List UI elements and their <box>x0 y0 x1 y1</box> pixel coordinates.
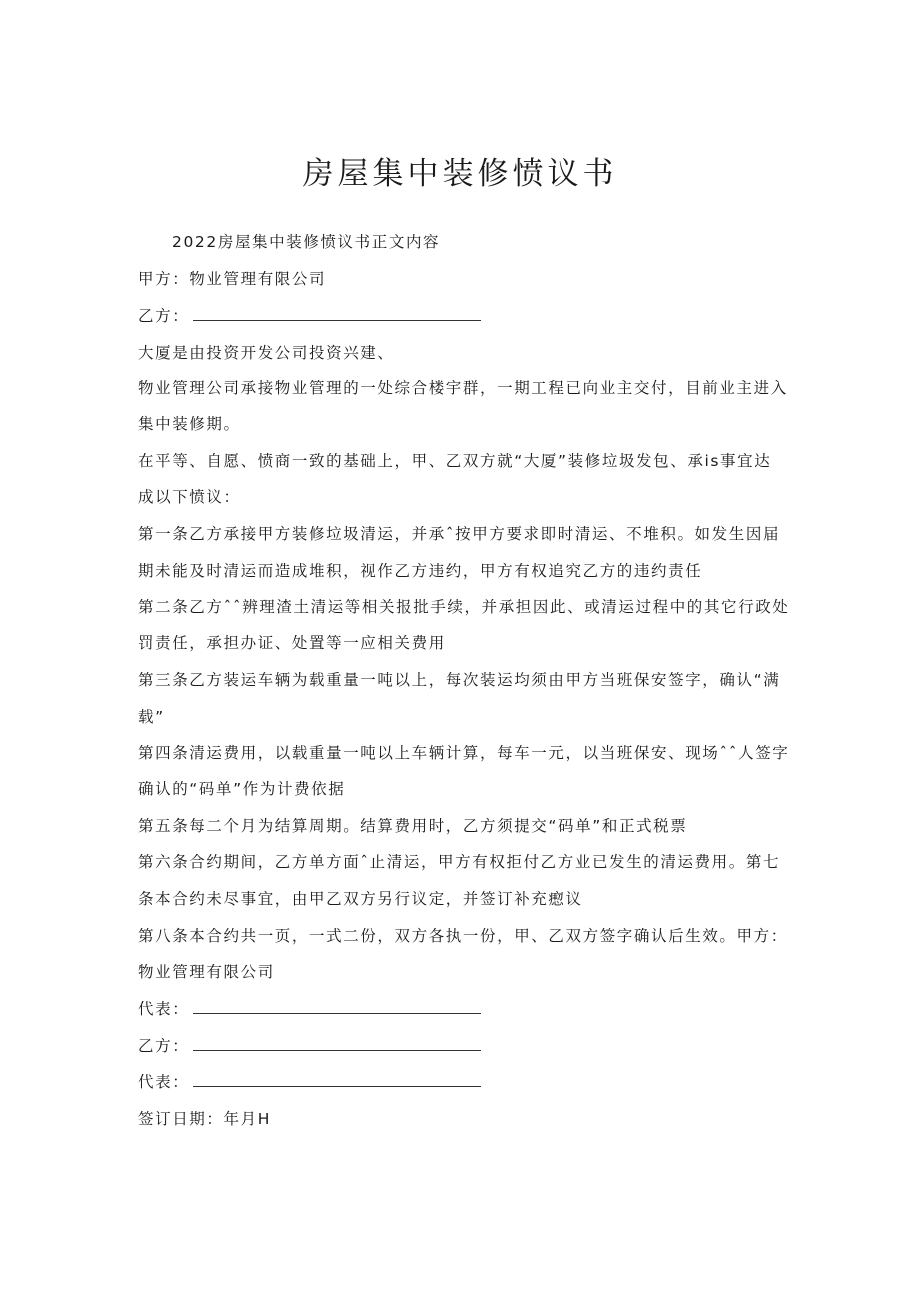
rep-a-blank <box>193 1001 481 1014</box>
paragraph-line: 第四条清运费用，以载重量一吨以上车辆计算，每车一元，以当班保安、现场ˆˆ人签字 <box>138 744 790 762</box>
paragraph-line: 第五条每二个月为结算周期。结算费用时，乙方须提交“码单”和正式税票 <box>138 817 688 835</box>
paragraph-line: 第三条乙方装运车辆为载重量一吨以上，每次装运均须由甲方当班保安签字，确认“满 <box>138 671 781 689</box>
party-b-line <box>138 306 481 326</box>
paragraph-line: 成以下愤议： <box>138 488 241 506</box>
party-b-blank <box>193 308 481 321</box>
party-a-line: 甲方：物业管理有限公司 <box>138 270 327 288</box>
paragraph-line: 确认的“码单”作为计费依据 <box>138 780 346 798</box>
sign-date-line: 签订日期：年月H <box>138 1110 271 1128</box>
rep-b-blank <box>193 1074 481 1087</box>
party-b-sign-blank <box>193 1038 481 1051</box>
paragraph-line: 期未能及时清运而造成堆积，视作乙方违约，甲方有权追究乙方的违约责任 <box>138 562 703 580</box>
paragraph-line: 大厦是由投资开发公司投资兴建、 <box>138 344 395 362</box>
paragraph-line: 条本合约未尽事宜，由甲乙双方另行议定，并签订补充瘛议 <box>138 890 583 908</box>
rep-b-label: 代表： <box>138 1073 190 1091</box>
document-subtitle: 2022房屋集中装修愤议书正文内容 <box>172 233 441 251</box>
paragraph-line: 罚责任，承担办证、处置等一应相关费用 <box>138 634 446 652</box>
rep-a-line <box>138 999 481 1019</box>
paragraph-line: 集中装修期。 <box>138 415 241 433</box>
party-b-label: 乙方： <box>138 307 190 325</box>
paragraph-line: 物业管理公司承接物业管理的一处综合楼宇群，一期工程已向业主交付，目前业主进入 <box>138 379 788 397</box>
paragraph-line: 物业管理有限公司 <box>138 963 275 981</box>
paragraph-line: 第二条乙方ˆˆ辨理渣土清运等相关报批手续，并承担因此、或清运过程中的其它行政处 <box>138 598 790 616</box>
party-b-sign-line <box>138 1036 481 1056</box>
rep-b-line <box>138 1072 481 1092</box>
paragraph-line: 第一条乙方承接甲方装修垃圾清运，并承ˆ按甲方要求即时清运、不堆积。如发生因届 <box>138 525 781 543</box>
rep-a-label: 代表： <box>138 1000 190 1018</box>
paragraph-line: 第六条合约期间，乙方单方面ˆ止清运，甲方有权拒付乙方业已发生的清运费用。第七 <box>138 853 781 871</box>
paragraph-line: 载” <box>138 708 165 726</box>
paragraph-line: 在平等、自愿、愤商一致的基础上，甲、乙双方就“大厦”装修垃圾发包、承is事宜达 <box>138 452 772 470</box>
paragraph-line: 第八条本合约共一页，一式二份，双方各执一份，甲、乙双方签字确认后生效。甲方： <box>138 927 788 945</box>
document-title: 房屋集中装修愤议书 <box>302 156 618 192</box>
party-b-sign-label: 乙方： <box>138 1037 190 1055</box>
